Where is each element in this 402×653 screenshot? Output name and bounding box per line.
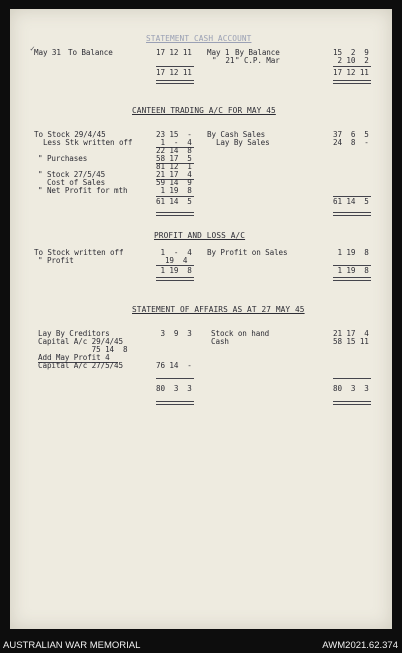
rule xyxy=(156,378,194,379)
s4-left-amt-4: 76 14 - xyxy=(156,361,192,370)
s1-right-desc-1: " C.P. Mar xyxy=(235,56,280,65)
s1-left-date: May 31 xyxy=(34,48,61,57)
s2-left-desc-1: Less Stk written off xyxy=(34,138,133,147)
s2-left-desc-3: " Purchases xyxy=(38,154,88,163)
s3-left-amt-0: 1 - 4 xyxy=(156,248,192,257)
s4-right-total: 80 3 3 xyxy=(333,384,369,393)
rule xyxy=(333,66,371,67)
s3-right-desc-0: By Profit on Sales xyxy=(207,248,288,257)
s4-right-amt-1: 58 15 11 xyxy=(333,337,369,346)
s4-left-desc-4: Capital A/c 27/5/45 xyxy=(38,361,123,370)
s2-left-amt-6: 59 14 9 xyxy=(156,178,192,187)
s2-left-amt-0: 23 15 - xyxy=(156,130,192,139)
double-rule xyxy=(156,401,194,405)
s2-left-desc-5: " Stock 27/5/45 xyxy=(38,170,106,179)
s2-left-amt-3: 58 17 5 xyxy=(156,154,192,163)
section-title-profit-loss: PROFIT AND LOSS A/C xyxy=(154,231,246,240)
s4-left-desc-3: Add May Profit 4 xyxy=(38,353,110,362)
double-rule xyxy=(156,212,194,216)
double-rule xyxy=(333,277,371,281)
s4-left-desc-2: 75 14 8 xyxy=(38,345,128,354)
s4-left-amt-0: 3 9 3 xyxy=(156,329,192,338)
double-rule xyxy=(333,401,371,405)
s3-right-amt-0: 1 19 8 xyxy=(333,248,369,257)
s1-right-date-0: May 1 xyxy=(207,48,230,57)
s2-left-amt-5: 21 17 4 xyxy=(156,170,192,179)
s3-left-desc-1: " Profit xyxy=(38,256,74,265)
s2-left-total: 61 14 5 xyxy=(156,197,192,206)
s2-right-desc-0: By Cash Sales xyxy=(207,130,266,139)
s1-right-total: 17 12 11 xyxy=(333,68,369,77)
footer-institution: AUSTRALIAN WAR MEMORIAL xyxy=(3,640,141,651)
s2-right-total: 61 14 5 xyxy=(333,197,369,206)
s2-right-amt-1: 24 8 - xyxy=(333,138,369,147)
double-rule xyxy=(333,80,371,84)
s4-right-desc-0: Stock on hand xyxy=(211,329,270,338)
s3-right-total: 1 19 8 xyxy=(333,266,369,275)
section-title-cash: STATEMENT CASH ACCOUNT xyxy=(146,34,252,43)
s4-left-desc-0: Lay By Creditors xyxy=(38,329,110,338)
pencil-mark: ✓ xyxy=(30,44,35,53)
document-page xyxy=(10,9,392,629)
footer-accession-number: AWM2021.62.374 xyxy=(322,640,398,651)
s1-left-amt: 17 12 11 xyxy=(156,48,192,57)
rule xyxy=(156,66,194,67)
s3-left-amt-1: 19 4 xyxy=(156,256,188,265)
double-rule xyxy=(333,212,371,216)
double-rule xyxy=(156,277,194,281)
s1-right-date-1: " 21 xyxy=(212,56,235,65)
s2-left-amt-7: 1 19 8 xyxy=(156,186,192,195)
s4-right-amt-0: 21 17 4 xyxy=(333,329,369,338)
s2-left-desc-7: " Net Profit for mth xyxy=(38,186,128,195)
s1-left-total: 17 12 11 xyxy=(156,68,192,77)
s1-left-desc: To Balance xyxy=(68,48,113,57)
double-rule xyxy=(156,80,194,84)
s2-left-desc-0: To Stock 29/4/45 xyxy=(34,130,106,139)
s1-right-amt-1: 2 10 2 xyxy=(333,56,369,65)
s1-right-desc-0: By Balance xyxy=(235,48,280,57)
s2-right-amt-0: 37 6 5 xyxy=(333,130,369,139)
s2-left-amt-4: 81 12 1 xyxy=(156,162,192,171)
s2-right-desc-1: Lay By Sales xyxy=(207,138,270,147)
s3-left-desc-0: To Stock written off xyxy=(34,248,124,257)
s2-left-amt-1: 1 - 4 xyxy=(156,138,192,147)
rule xyxy=(333,378,371,379)
section-title-trading: CANTEEN TRADING A/C FOR MAY 45 xyxy=(132,106,276,115)
s3-left-total: 1 19 8 xyxy=(156,266,192,275)
section-title-affairs: STATEMENT OF AFFAIRS AS AT 27 MAY 45 xyxy=(132,305,305,314)
s1-right-amt-0: 15 2 9 xyxy=(333,48,369,57)
s4-right-desc-1: Cash xyxy=(211,337,229,346)
s4-left-desc-1: Capital A/c 29/4/45 xyxy=(38,337,123,346)
s2-left-amt-2: 22 14 8 xyxy=(156,146,192,155)
s2-left-desc-6: Cost of Sales xyxy=(38,178,106,187)
s4-left-total: 80 3 3 xyxy=(156,384,192,393)
